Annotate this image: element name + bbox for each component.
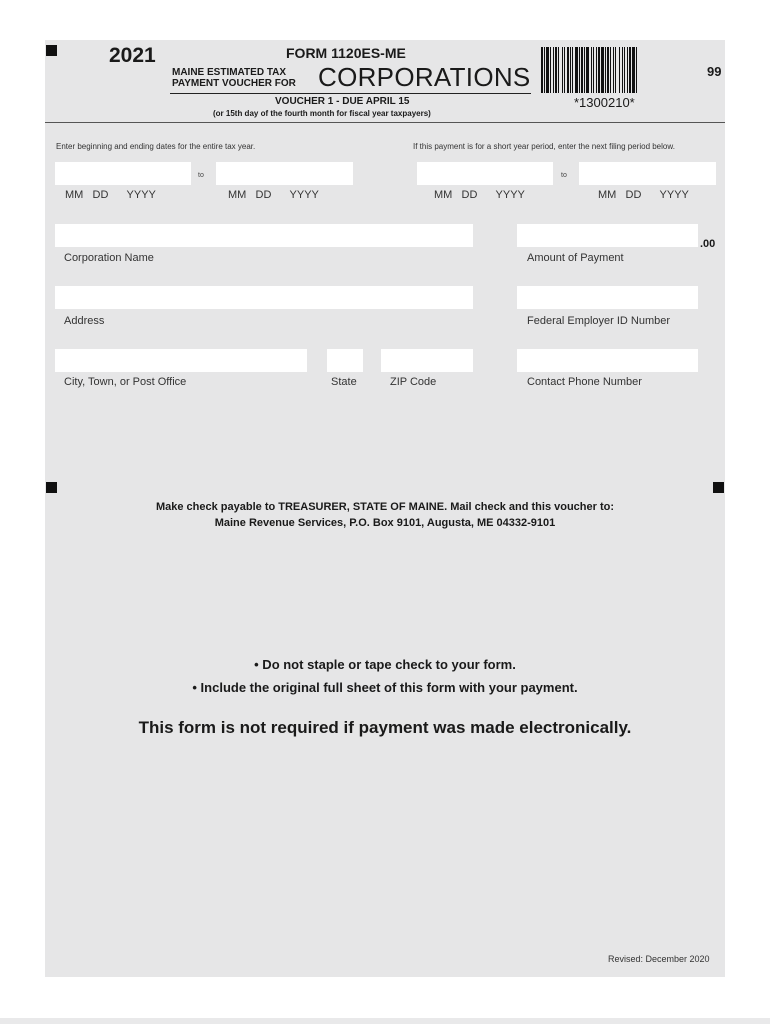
city-field[interactable] (55, 349, 307, 372)
tax-year: 2021 (109, 44, 156, 67)
tax-year-instruction: Enter beginning and ending dates for the entire tax year. (56, 142, 256, 151)
tax-year-begin-date-field[interactable] (55, 162, 191, 185)
title-underline (170, 93, 531, 94)
bottom-margin-strip (0, 1018, 770, 1024)
barcode-text: *1300210* (574, 95, 635, 110)
corporation-name-label: Corporation Name (64, 252, 154, 264)
registration-marker-mid-left (46, 482, 57, 493)
barcode (541, 47, 688, 93)
short-year-instruction: If this payment is for a short year period, enter the next filing period below. (413, 142, 675, 151)
fein-label: Federal Employer ID Number (527, 315, 671, 327)
form-subtitle (172, 67, 296, 89)
amount-of-payment-label: Amount of Payment (527, 252, 624, 264)
date-format-label-4: MM DD YYYY (598, 189, 689, 201)
date-to-label-1: to (198, 172, 204, 179)
date-format-label-2: MM DD YYYY (228, 189, 319, 201)
contact-phone-field[interactable] (517, 349, 698, 372)
amount-of-payment-field[interactable] (517, 224, 698, 247)
form-subtitle-line2: PAYMENT VOUCHER FOR (172, 78, 296, 89)
form-title: CORPORATIONS (318, 62, 531, 92)
instruction-no-staple: • Do not staple or tape check to your form. (254, 657, 516, 672)
registration-marker-top-left (46, 45, 57, 56)
short-period-end-date-field[interactable] (579, 162, 716, 185)
date-format-label-1: MM DD YYYY (65, 189, 156, 201)
registration-marker-mid-right (713, 482, 724, 493)
corporation-name-field[interactable] (55, 224, 473, 247)
form-subtitle-line1: MAINE ESTIMATED TAX (172, 67, 287, 78)
short-period-begin-date-field[interactable] (417, 162, 553, 185)
form-code: 99 (707, 64, 722, 79)
mailing-instruction-line2: Maine Revenue Services, P.O. Box 9101, Augusta, ME 04332-9101 (214, 517, 556, 529)
date-format-label-3: MM DD YYYY (434, 189, 525, 201)
fiscal-year-note: (or 15th day of the fourth month for fiscal year taxpayers) (213, 109, 431, 118)
date-to-label-2: to (561, 172, 567, 179)
zip-code-label: ZIP Code (390, 376, 437, 388)
state-label: State (331, 376, 357, 388)
instruction-include-sheet: • Include the original full sheet of this form with your payment. (192, 680, 578, 695)
fein-field[interactable] (517, 286, 698, 309)
state-field[interactable] (327, 349, 363, 372)
amount-cents-suffix: .00 (700, 238, 716, 250)
mailing-instruction-line1: Make check payable to TREASURER, STATE OF MAINE. Mail check and this voucher to: (155, 501, 615, 513)
zip-code-field[interactable] (381, 349, 473, 372)
voucher-due-line: VOUCHER 1 - DUE APRIL 15 (275, 96, 410, 107)
contact-phone-label: Contact Phone Number (527, 376, 642, 388)
city-label: City, Town, or Post Office (64, 376, 187, 388)
form-number: FORM 1120ES-ME (286, 45, 406, 61)
header-divider (45, 122, 725, 123)
tax-year-end-date-field[interactable] (216, 162, 353, 185)
electronic-payment-notice: This form is not required if payment was made electronically. (138, 718, 632, 737)
revision-date: Revised: December 2020 (608, 954, 710, 964)
address-field[interactable] (55, 286, 473, 309)
address-label: Address (64, 315, 105, 327)
